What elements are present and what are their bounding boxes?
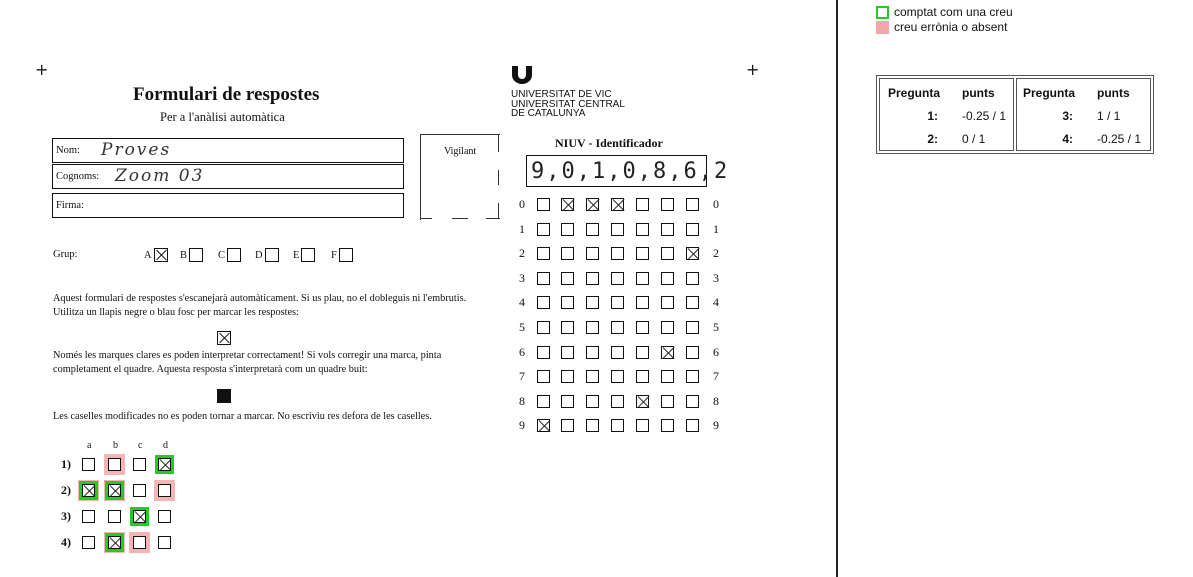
answer-checkbox[interactable] bbox=[82, 510, 95, 523]
answer-row-label: 1) bbox=[61, 457, 71, 471]
form-subtitle: Per a l'anàlisi automàtica bbox=[160, 110, 285, 124]
vigilant-box-edge bbox=[486, 218, 500, 219]
answer-checkbox[interactable] bbox=[108, 458, 121, 471]
header-points: punts bbox=[1097, 86, 1130, 100]
counted-mark-highlight bbox=[155, 455, 174, 474]
answer-checkbox[interactable] bbox=[158, 510, 171, 523]
signature-label: Firma: bbox=[56, 200, 84, 211]
id-row-label: 3 bbox=[713, 270, 719, 285]
university-name: UNIVERSITAT DE VIC UNIVERSITAT CENTRAL DE CATALUNYA bbox=[511, 89, 625, 119]
question-points: 1 / 1 bbox=[1097, 109, 1121, 123]
id-row-label: 7 bbox=[519, 369, 525, 384]
question-number: 3: bbox=[1062, 109, 1073, 123]
vigilant-box-edge bbox=[498, 134, 499, 152]
id-row-label: 8 bbox=[519, 393, 525, 408]
id-digit-checkbox[interactable] bbox=[636, 272, 649, 285]
group-option-label: C bbox=[218, 249, 226, 261]
id-digit-checkbox[interactable] bbox=[686, 346, 699, 359]
id-digit-checkbox[interactable] bbox=[636, 321, 649, 334]
group-option[interactable] bbox=[293, 248, 315, 262]
id-digit-checkbox[interactable] bbox=[686, 198, 699, 211]
niuv-value: 9,0,1,0,8,6,2 bbox=[531, 159, 730, 184]
surname-label: Cognoms: bbox=[56, 171, 100, 182]
group-checkbox[interactable] bbox=[189, 248, 203, 262]
group-checkbox[interactable] bbox=[154, 248, 168, 262]
id-digit-checkbox[interactable] bbox=[686, 419, 699, 432]
counted-mark-highlight bbox=[105, 481, 124, 500]
vigilant-box-edge bbox=[420, 218, 432, 219]
group-option[interactable] bbox=[255, 248, 279, 262]
id-digit-checkbox[interactable] bbox=[661, 419, 674, 432]
results-left bbox=[879, 78, 1014, 151]
id-digit-checkbox[interactable] bbox=[537, 321, 550, 334]
group-option[interactable] bbox=[218, 248, 241, 262]
id-digit-checkbox[interactable] bbox=[636, 370, 649, 383]
question-points: 0 / 1 bbox=[962, 132, 986, 146]
id-digit-checkbox[interactable] bbox=[636, 198, 649, 211]
id-row-label: 9 bbox=[519, 418, 525, 433]
answer-row-label: 4) bbox=[61, 535, 71, 549]
id-row-label: 8 bbox=[713, 393, 719, 408]
id-digit-checkbox[interactable] bbox=[611, 395, 624, 408]
id-digit-checkbox[interactable] bbox=[611, 296, 624, 309]
id-digit-checkbox[interactable] bbox=[661, 395, 674, 408]
id-digit-checkbox[interactable] bbox=[611, 419, 624, 432]
vigilant-box-edge bbox=[498, 170, 499, 185]
id-digit-checkbox[interactable] bbox=[561, 395, 574, 408]
red-swatch bbox=[876, 21, 889, 34]
header-question: Pregunta bbox=[888, 86, 941, 100]
signature-field[interactable] bbox=[52, 193, 404, 218]
answer-checkbox[interactable] bbox=[133, 536, 146, 549]
group-label: Grup: bbox=[53, 249, 78, 260]
id-row-label: 1 bbox=[519, 221, 525, 236]
group-checkbox[interactable] bbox=[227, 248, 241, 262]
id-row-label: 0 bbox=[713, 197, 719, 211]
counted-mark-highlight bbox=[105, 533, 124, 552]
id-digit-checkbox[interactable] bbox=[686, 272, 699, 285]
id-digit-checkbox[interactable] bbox=[586, 296, 599, 309]
legend-green-label: comptat com una creu bbox=[894, 5, 1013, 19]
registration-mark: + bbox=[35, 60, 49, 79]
answer-column-header: c bbox=[138, 440, 143, 451]
legend-green bbox=[876, 5, 1013, 19]
answer-column-header: d bbox=[163, 440, 168, 451]
id-digit-checkbox[interactable] bbox=[561, 346, 574, 359]
demo-filled-box bbox=[217, 389, 231, 408]
group-option-label: D bbox=[255, 249, 263, 261]
id-digit-checkbox[interactable] bbox=[661, 346, 674, 359]
id-digit-checkbox[interactable] bbox=[686, 223, 699, 236]
id-digit-checkbox[interactable] bbox=[636, 346, 649, 359]
correction-text: Només les marques clares es poden interpretar correctament! Si vols corregir una marca, pinta completament el quadre. Aquesta resposta s'interpretarà com un quadre buit: bbox=[53, 350, 442, 375]
id-digit-checkbox[interactable] bbox=[561, 198, 574, 211]
instructions-text: Aquest formulari de respostes s'escanejarà automàticament. Si us plau, no el dobleguis ni l'embrutis. Utilitza un llapis negre o blau fosc per marcar les respostes: bbox=[53, 293, 467, 318]
id-row-label: 6 bbox=[713, 344, 719, 359]
header-points: punts bbox=[962, 86, 995, 100]
answer-checkbox[interactable] bbox=[82, 458, 95, 471]
id-digit-checkbox[interactable] bbox=[561, 272, 574, 285]
id-digit-checkbox[interactable] bbox=[586, 370, 599, 383]
question-number: 2: bbox=[927, 132, 938, 146]
surname-value: Zoom 03 bbox=[115, 166, 205, 186]
group-option-label: A bbox=[144, 249, 152, 261]
id-digit-checkbox[interactable] bbox=[686, 395, 699, 408]
answer-checkbox[interactable] bbox=[158, 484, 171, 497]
group-option[interactable] bbox=[144, 248, 168, 262]
id-row-label: 1 bbox=[713, 221, 719, 236]
id-digit-checkbox[interactable] bbox=[561, 419, 574, 432]
question-number: 4: bbox=[1062, 132, 1073, 146]
id-row-label: 9 bbox=[713, 418, 719, 433]
id-row-label: 4 bbox=[519, 295, 525, 310]
answer-column-header: a bbox=[87, 440, 92, 451]
name-field[interactable] bbox=[52, 138, 404, 163]
group-checkbox[interactable] bbox=[265, 248, 279, 262]
vigilant-box-edge bbox=[498, 203, 499, 219]
id-digit-checkbox[interactable] bbox=[611, 346, 624, 359]
id-row-label: 5 bbox=[713, 320, 719, 334]
id-digit-checkbox[interactable] bbox=[636, 296, 649, 309]
group-option-label: B bbox=[180, 249, 188, 261]
counted-mark-highlight bbox=[79, 481, 98, 500]
results-right bbox=[1016, 78, 1151, 151]
id-digit-checkbox[interactable] bbox=[611, 198, 624, 211]
id-digit-checkbox[interactable] bbox=[537, 247, 550, 260]
legend-red-label: creu errònia o absent bbox=[894, 20, 1008, 34]
answer-checkbox[interactable] bbox=[133, 484, 146, 497]
id-row-label: 0 bbox=[519, 197, 525, 211]
group-option[interactable] bbox=[180, 248, 203, 262]
answer-checkbox[interactable] bbox=[108, 510, 121, 523]
id-digit-checkbox[interactable] bbox=[561, 223, 574, 236]
id-digit-checkbox[interactable] bbox=[661, 223, 674, 236]
id-digit-checkbox[interactable] bbox=[586, 346, 599, 359]
id-digit-checkbox[interactable] bbox=[611, 223, 624, 236]
id-digit-checkbox[interactable] bbox=[661, 272, 674, 285]
panel-divider bbox=[836, 0, 838, 577]
surname-field[interactable] bbox=[52, 164, 404, 189]
id-row-label: 7 bbox=[713, 369, 719, 384]
id-row-label: 2 bbox=[713, 246, 719, 261]
id-digit-checkbox[interactable] bbox=[686, 296, 699, 309]
answer-row-label: 2) bbox=[61, 483, 71, 497]
group-option-label: F bbox=[331, 249, 337, 261]
id-digit-checkbox[interactable] bbox=[537, 198, 550, 211]
answer-column-header: b bbox=[113, 440, 118, 451]
id-digit-checkbox[interactable] bbox=[636, 247, 649, 260]
id-digit-checkbox[interactable] bbox=[636, 223, 649, 236]
id-row-label: 5 bbox=[519, 320, 525, 334]
id-digit-checkbox[interactable] bbox=[686, 370, 699, 383]
university-logo-icon bbox=[511, 66, 533, 84]
results-table bbox=[876, 75, 1154, 154]
id-digit-checkbox[interactable] bbox=[611, 272, 624, 285]
id-digit-checkbox[interactable] bbox=[661, 370, 674, 383]
id-digit-checkbox[interactable] bbox=[611, 321, 624, 334]
form-title: Formulari de respostes bbox=[133, 84, 320, 105]
id-digit-checkbox[interactable] bbox=[586, 419, 599, 432]
id-digit-checkbox[interactable] bbox=[636, 395, 649, 408]
warning-text: Les caselles modificades no es poden tornar a marcar. No escriviu res defora de les caselles. bbox=[53, 411, 432, 422]
id-digit-checkbox[interactable] bbox=[537, 346, 550, 359]
demo-crossed-box bbox=[217, 331, 231, 350]
group-checkbox[interactable] bbox=[301, 248, 315, 262]
header-question: Pregunta bbox=[1023, 86, 1076, 100]
answer-checkbox[interactable] bbox=[133, 458, 146, 471]
niuv-title: NIUV - Identificador bbox=[555, 136, 663, 150]
question-points: -0.25 / 1 bbox=[962, 109, 1007, 123]
id-digit-checkbox[interactable] bbox=[636, 419, 649, 432]
id-digit-checkbox[interactable] bbox=[611, 370, 624, 383]
id-digit-checkbox[interactable] bbox=[561, 321, 574, 334]
id-digit-checkbox[interactable] bbox=[561, 296, 574, 309]
legend-red bbox=[876, 20, 1007, 34]
id-digit-checkbox[interactable] bbox=[537, 370, 550, 383]
id-digit-checkbox[interactable] bbox=[661, 198, 674, 211]
id-digit-checkbox[interactable] bbox=[686, 321, 699, 334]
name-label: Nom: bbox=[56, 145, 80, 156]
group-option[interactable] bbox=[331, 248, 353, 262]
green-swatch bbox=[876, 6, 889, 19]
id-digit-checkbox[interactable] bbox=[537, 395, 550, 408]
id-digit-checkbox[interactable] bbox=[537, 223, 550, 236]
id-digit-checkbox[interactable] bbox=[661, 296, 674, 309]
id-row-label: 4 bbox=[713, 295, 719, 310]
answer-checkbox[interactable] bbox=[82, 536, 95, 549]
id-digit-checkbox[interactable] bbox=[661, 247, 674, 260]
id-digit-checkbox[interactable] bbox=[537, 419, 550, 432]
question-number: 1: bbox=[927, 109, 938, 123]
niuv-input[interactable] bbox=[526, 155, 730, 187]
id-digit-checkbox[interactable] bbox=[561, 370, 574, 383]
answer-checkbox[interactable] bbox=[158, 536, 171, 549]
answer-row-label: 3) bbox=[61, 509, 71, 523]
id-digit-checkbox[interactable] bbox=[561, 247, 574, 260]
id-digit-checkbox[interactable] bbox=[537, 296, 550, 309]
question-points: -0.25 / 1 bbox=[1097, 132, 1142, 146]
name-value: Proves bbox=[101, 140, 172, 160]
id-row-label: 6 bbox=[519, 344, 525, 359]
id-digit-checkbox[interactable] bbox=[686, 247, 699, 260]
id-row-label: 2 bbox=[519, 246, 525, 261]
id-digit-checkbox[interactable] bbox=[586, 198, 599, 211]
counted-mark-highlight bbox=[130, 507, 149, 526]
id-digit-checkbox[interactable] bbox=[537, 272, 550, 285]
vigilant-label: Vigilant bbox=[444, 146, 477, 157]
id-digit-checkbox[interactable] bbox=[611, 247, 624, 260]
id-row-label: 3 bbox=[519, 270, 525, 285]
id-digit-checkbox[interactable] bbox=[586, 395, 599, 408]
id-digit-checkbox[interactable] bbox=[586, 247, 599, 260]
id-digit-checkbox[interactable] bbox=[586, 272, 599, 285]
vigilant-box-edge bbox=[452, 218, 468, 219]
group-option-label: E bbox=[293, 249, 300, 261]
id-digit-checkbox[interactable] bbox=[586, 223, 599, 236]
registration-mark: + bbox=[746, 60, 760, 79]
id-digit-checkbox[interactable] bbox=[586, 321, 599, 334]
id-digit-checkbox[interactable] bbox=[661, 321, 674, 334]
group-checkbox[interactable] bbox=[339, 248, 353, 262]
